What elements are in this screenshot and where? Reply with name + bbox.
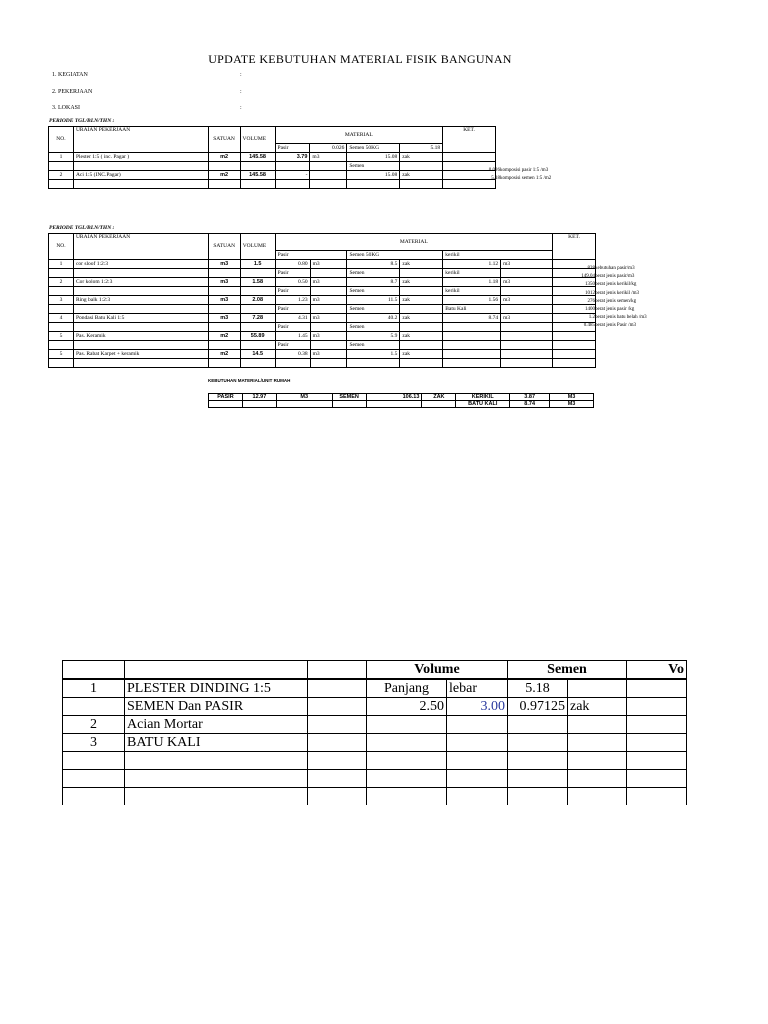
h-no: NO. bbox=[49, 127, 74, 153]
note-item: 1012berat jenis kerikil /m3 bbox=[585, 290, 640, 296]
cell-no: 5 bbox=[49, 350, 74, 359]
big-cell-uraian: SEMEN Dan PASIR bbox=[125, 698, 308, 716]
cell-volume: 14.5 bbox=[240, 350, 275, 359]
cell-kerikil-label: kerikil bbox=[443, 287, 501, 296]
note-item: 149.04berat jenis pasir/m3 bbox=[581, 274, 635, 280]
info-lokasi-sep: : bbox=[240, 105, 242, 111]
cell-pasir: 0.80 bbox=[275, 260, 310, 269]
cell-satuan: m2 bbox=[208, 171, 240, 180]
cell-volume: 1.58 bbox=[240, 278, 275, 287]
h-ket: KET. bbox=[553, 234, 596, 260]
cell-satuan: m2 bbox=[208, 332, 240, 341]
big-cell-lebar: lebar bbox=[447, 679, 508, 698]
cell-semen: 40.2 bbox=[347, 314, 400, 323]
cell-semen-unit: zak bbox=[400, 314, 443, 323]
h-material: MATERIAL bbox=[275, 127, 443, 144]
sum-pasir-val: 12.97 bbox=[242, 394, 276, 401]
table-row bbox=[63, 698, 687, 716]
cell-no: 4 bbox=[49, 314, 74, 323]
cell-semen: 15.08 bbox=[347, 153, 400, 162]
cell-semen-label: Semen bbox=[347, 323, 400, 332]
sum-kerikil-val: 3.87 bbox=[510, 394, 550, 401]
big-cell-no: 1 bbox=[63, 679, 125, 698]
big-h-volume: Volume bbox=[367, 661, 508, 680]
sub-kerikil: kerikil bbox=[443, 251, 553, 260]
cell-uraian: cor sloof 1:2:3 bbox=[73, 260, 208, 269]
cell-pasir-label: Pasir bbox=[275, 323, 310, 332]
cell-semen: 8.5 bbox=[347, 260, 400, 269]
cell-pasir: 1.23 bbox=[275, 296, 310, 305]
cell-pasir-unit: m3 bbox=[310, 153, 347, 162]
sum-kerikil-unit: M3 bbox=[550, 394, 594, 401]
cell-satuan: m3 bbox=[208, 314, 240, 323]
big-cell-semen-val: 0.97125 bbox=[508, 698, 568, 716]
cell-satuan: m3 bbox=[208, 278, 240, 287]
cell-semen: 8.7 bbox=[347, 278, 400, 287]
big-h-semen: Semen bbox=[508, 661, 627, 680]
cell-kerikil-unit: m3 bbox=[501, 278, 553, 287]
big-cell-semen: 5.18 bbox=[508, 679, 568, 698]
summary-title: KEBUTUHAN MATERIAL/UNIT RUMAH bbox=[208, 378, 291, 383]
cell-pasir-unit: m3 bbox=[310, 332, 347, 341]
note-item: 0.485berat jenis Pasir /m3 bbox=[583, 323, 636, 329]
cell-kerikil-unit: m3 bbox=[501, 314, 553, 323]
big-cell-no: 2 bbox=[63, 716, 125, 734]
cell-semen-unit: zak bbox=[400, 260, 443, 269]
big-cell-unit: zak bbox=[568, 698, 627, 716]
cell-no: 3 bbox=[49, 296, 74, 305]
cell-kerikil-label: Batu Kali bbox=[443, 305, 501, 314]
cell-kerikil: 1.12 bbox=[443, 260, 501, 269]
big-cell-uraian: Acian Mortar bbox=[125, 716, 308, 734]
cell-pasir: 1.45 bbox=[275, 332, 310, 341]
note-item: 1350berat jenis kerikil/kg bbox=[585, 282, 637, 288]
cell-volume: 145.58 bbox=[240, 171, 275, 180]
cell-semen: 15.08 bbox=[347, 171, 400, 180]
sub-pasir: Pasir bbox=[275, 144, 310, 153]
cell-uraian: Cor kolom 1:2:3 bbox=[73, 278, 208, 287]
sub-pasir: Pasir bbox=[275, 251, 347, 260]
big-cell-lebar-val: 3.00 bbox=[447, 698, 508, 716]
cell-pasir-label: Pasir bbox=[275, 287, 310, 296]
cell-pasir: 0.38 bbox=[275, 350, 310, 359]
cell-pasir-label: Pasir bbox=[275, 269, 310, 278]
cell-semen-label: Semen bbox=[347, 341, 400, 350]
sum-batukali-val: 8.74 bbox=[510, 401, 550, 408]
sub-semen: Semen 50KG bbox=[347, 251, 443, 260]
h-no: NO. bbox=[49, 234, 74, 260]
table1-periode: PERIODE TGL/BLN/THN : bbox=[49, 118, 115, 124]
sum-batukali-unit: M3 bbox=[550, 401, 594, 408]
table2-periode: PERIODE TGL/BLN/THN : bbox=[49, 225, 115, 231]
sum-kerikil-label: KERIKIL bbox=[456, 394, 510, 401]
cell-semen-label: Semen bbox=[347, 162, 400, 171]
info-pekerjaan-sep: : bbox=[240, 89, 242, 95]
h-volume: VOLUME bbox=[240, 127, 275, 153]
note-pasir: 0.026komposisi pasir 1:5 /m3 bbox=[488, 168, 549, 173]
cell-semen-unit: zak bbox=[400, 296, 443, 305]
cell-volume: 55.89 bbox=[240, 332, 275, 341]
cell-uraian: Pondasi Batu Kali 1:5 bbox=[73, 314, 208, 323]
cell-semen-unit: zak bbox=[400, 153, 443, 162]
h-uraian: URAIAN PEKERJAAN bbox=[73, 127, 208, 153]
cell-volume: 145.58 bbox=[240, 153, 275, 162]
cell-satuan: m2 bbox=[208, 153, 240, 162]
cell-pasir-unit: m3 bbox=[310, 260, 347, 269]
cell-satuan: m3 bbox=[208, 260, 240, 269]
cell-volume: 1.5 bbox=[240, 260, 275, 269]
big-cell-panjang: Panjang bbox=[367, 679, 447, 698]
page-title: UPDATE KEBUTUHAN MATERIAL FISIK BANGUNAN bbox=[208, 52, 512, 66]
cell-uraian: Ring balk 1:2:3 bbox=[73, 296, 208, 305]
cell-satuan: m3 bbox=[208, 296, 240, 305]
cell-kerikil: 8.74 bbox=[443, 314, 501, 323]
cell-pasir: - bbox=[275, 171, 310, 180]
h-volume: VOLUME bbox=[240, 234, 275, 260]
table-row bbox=[63, 734, 687, 752]
cell-pasir: 0.50 bbox=[275, 278, 310, 287]
cell-no: 1 bbox=[49, 260, 74, 269]
note-item: 1.2berat jenis batu belah /m3 bbox=[588, 315, 647, 321]
cell-no: 5 bbox=[49, 332, 74, 341]
h-material: MATERIAL bbox=[275, 234, 552, 251]
cell-semen-unit: zak bbox=[400, 332, 443, 341]
note-item: 1400berat jenis pasir /kg bbox=[585, 307, 635, 312]
cell-semen-unit: zak bbox=[400, 171, 443, 180]
info-kegiatan-sep: : bbox=[240, 72, 242, 78]
cell-pasir-unit: m3 bbox=[310, 278, 347, 287]
cell-uraian: Plester 1:5 ( inc. Pagar ) bbox=[73, 153, 208, 162]
cell-semen-label: Semen bbox=[347, 305, 400, 314]
cell-kerikil: 1.56 bbox=[443, 296, 501, 305]
cell-pasir-label: Pasir bbox=[275, 341, 310, 350]
cell-satuan: m2 bbox=[208, 350, 240, 359]
cell-no: 1 bbox=[49, 153, 74, 162]
big-cell-no: 3 bbox=[63, 734, 125, 752]
cell-semen-unit: zak bbox=[400, 278, 443, 287]
cell-kerikil-unit: m3 bbox=[501, 296, 553, 305]
big-h-vo: Vo bbox=[627, 661, 687, 680]
h-satuan: SATUAN bbox=[208, 127, 240, 153]
info-kegiatan-label: 1. KEGIATAN bbox=[52, 72, 88, 78]
cell-volume: 2.08 bbox=[240, 296, 275, 305]
cell-no: 2 bbox=[49, 171, 74, 180]
sub-pasir-val: 0.026 bbox=[310, 144, 347, 153]
h-satuan: SATUAN bbox=[208, 234, 240, 260]
big-cell-panjang-val: 2.50 bbox=[367, 698, 447, 716]
sub-semen-val: 5.18 bbox=[400, 144, 443, 153]
sum-batukali-label: BATU KALI bbox=[456, 401, 510, 408]
h-ket: KET. bbox=[443, 127, 496, 153]
sub-semen: Semen 50KG bbox=[347, 144, 400, 153]
cell-semen: 11.5 bbox=[347, 296, 400, 305]
cell-kerikil-unit: m3 bbox=[501, 260, 553, 269]
cell-uraian: Pas. Rabat Karpet + keramik bbox=[73, 350, 208, 359]
zoomed-table bbox=[62, 660, 687, 805]
sum-pasir-unit: M3 bbox=[276, 394, 332, 401]
cell-uraian: Aci 1:5 (INC.Pagar) bbox=[73, 171, 208, 180]
cell-volume: 7.28 bbox=[240, 314, 275, 323]
cell-semen-unit: zak bbox=[400, 350, 443, 359]
cell-kerikil-label: kerikil bbox=[443, 269, 501, 278]
cell-semen: 5.9 bbox=[347, 332, 400, 341]
info-lokasi-label: 3. LOKASI bbox=[52, 105, 80, 111]
cell-semen: 1.5 bbox=[347, 350, 400, 359]
cell-semen-label: Semen bbox=[347, 287, 400, 296]
big-cell-uraian: BATU KALI bbox=[125, 734, 308, 752]
cell-pasir: 4.31 bbox=[275, 314, 310, 323]
cell-pasir-unit: m3 bbox=[310, 350, 347, 359]
note-semen: 5.18komposisi semen 1:5 /m2 bbox=[491, 176, 552, 181]
table-row bbox=[63, 716, 687, 734]
cell-semen-label: Semen bbox=[347, 269, 400, 278]
cell-pasir-label: Pasir bbox=[275, 305, 310, 314]
sum-semen-val: 106.13 bbox=[366, 394, 422, 401]
note-item: 828kebutuhan pasir/m3 bbox=[587, 266, 635, 271]
sum-pasir-label: PASIR bbox=[209, 394, 243, 401]
h-uraian: URAIAN PEKERJAAN bbox=[73, 234, 208, 260]
cell-uraian: Pas. Keramik bbox=[73, 332, 208, 341]
info-pekerjaan-label: 2. PEKERJAAN bbox=[52, 89, 93, 95]
sum-semen-label: SEMEN bbox=[332, 394, 366, 401]
sum-semen-unit: ZAK bbox=[422, 394, 456, 401]
cell-pasir-unit: m3 bbox=[310, 314, 347, 323]
big-cell-uraian: PLESTER DINDING 1:5 bbox=[125, 679, 308, 698]
cell-pasir: 3.79 bbox=[275, 153, 310, 162]
table-row bbox=[63, 679, 687, 698]
cell-kerikil: 1.18 bbox=[443, 278, 501, 287]
cell-pasir-unit: m3 bbox=[310, 296, 347, 305]
note-item: 276berat jenis semen/kg bbox=[587, 298, 637, 304]
cell-no: 2 bbox=[49, 278, 74, 287]
